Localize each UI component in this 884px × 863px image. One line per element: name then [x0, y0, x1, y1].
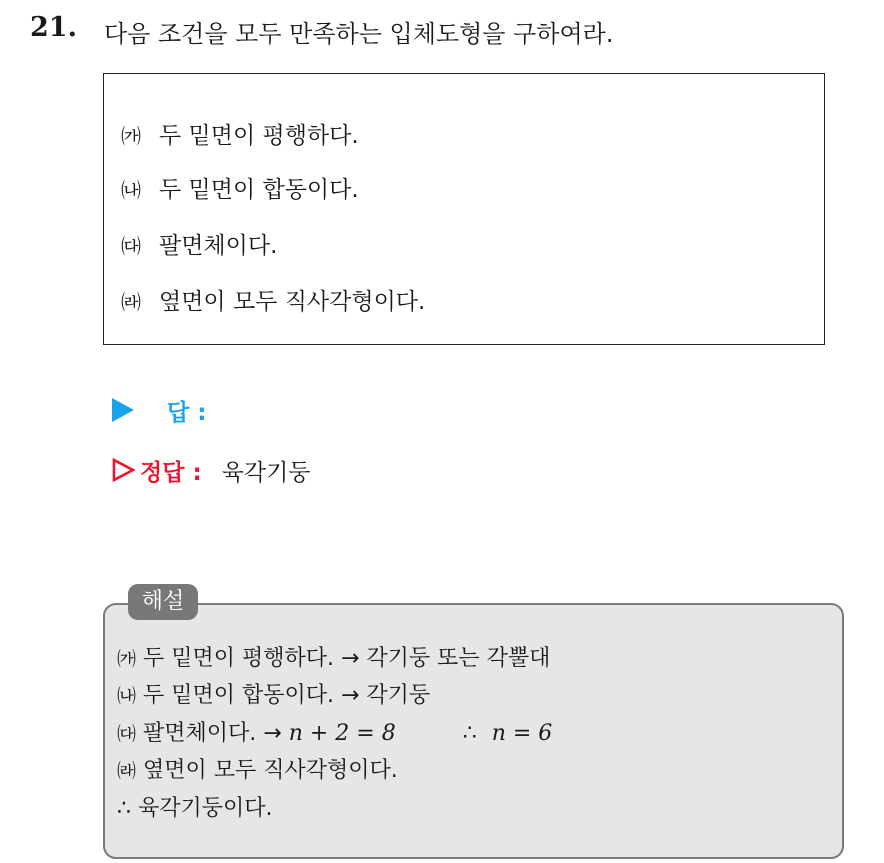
explanation-marker: ㈎	[117, 648, 137, 670]
condition-item	[121, 227, 277, 260]
condition-marker: ㈑	[121, 290, 141, 314]
question-number: 21.	[30, 12, 77, 43]
condition-item	[121, 171, 359, 204]
explanation-line	[117, 716, 552, 747]
outline-triangle-icon	[111, 458, 135, 482]
explanation-marker: ㈐	[117, 723, 137, 745]
condition-text: 두 밑면이 평행하다.	[159, 123, 359, 149]
condition-marker: ㈎	[121, 124, 141, 148]
explanation-line	[117, 791, 273, 822]
explanation-text: 두 밑면이 평행하다. → 각기둥 또는 각뿔대	[143, 646, 551, 671]
conditions-box	[103, 73, 825, 345]
explanation-text: 두 밑면이 합동이다. → 각기둥	[143, 683, 431, 708]
condition-text: 옆면이 모두 직사각형이다.	[159, 289, 426, 315]
correct-answer-row	[111, 452, 311, 488]
explanation-marker: ㈑	[117, 760, 137, 782]
condition-marker: ㈏	[121, 178, 141, 202]
therefore-symbol: ∴	[462, 721, 477, 746]
condition-item	[121, 117, 359, 150]
condition-text: 두 밑면이 합동이다.	[159, 177, 359, 203]
explanation-text: 팔면체이다. →	[143, 721, 282, 746]
explanation-line	[117, 753, 398, 784]
explanation-line	[117, 678, 430, 709]
math-result: n = 6	[491, 721, 553, 746]
explanation-conclusion: ∴ 육각기둥이다.	[117, 796, 273, 821]
explanation-text: 옆면이 모두 직사각형이다.	[143, 758, 398, 783]
math-equation: n + 2 = 8	[288, 721, 396, 746]
answer-label: 답 :	[167, 399, 207, 426]
correct-answer-label: 정답 :	[140, 459, 202, 486]
answer-row	[112, 392, 206, 428]
play-triangle-icon	[112, 398, 134, 422]
explanation-tag: 해설	[128, 584, 198, 620]
condition-text: 팔면체이다.	[159, 233, 278, 259]
explanation-marker: ㈏	[117, 685, 137, 707]
explanation-line	[117, 641, 550, 672]
correct-answer-value: 육각기둥	[221, 459, 311, 486]
condition-marker: ㈐	[121, 234, 141, 258]
condition-item	[121, 283, 425, 316]
question-text: 다음 조건을 모두 만족하는 입체도형을 구하여라.	[104, 20, 614, 48]
